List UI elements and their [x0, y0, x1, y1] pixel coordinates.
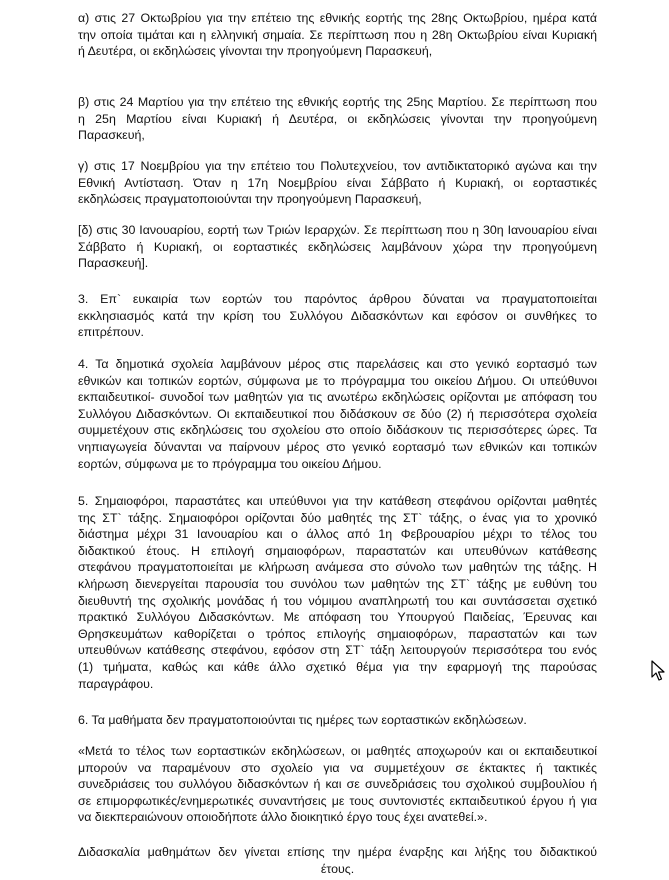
text-line: Θρησκευμάτων καθορίζεται ο τρόπος επιλογής σημαιοφόρων, παραστατών και των [78, 626, 597, 641]
text-line: 3. Επ` ευκαιρία των εορτών του παρόντος άρθρου δύναται να πραγματοποιείται [78, 292, 597, 306]
text-line: 6. Τα μαθήματα δεν πραγματοποιούνται τις ημέρες των εορταστικών εκδηλώσεων. [78, 713, 527, 727]
text-line: Σάββατο ή Κυριακή, οι εορταστικές εκδηλώσεις λαμβάνουν χώρα την προηγούμενη [78, 239, 597, 254]
text-line: της ΣΤ` τάξης. Σημαιοφόροι ορίζονται δύο μαθητές της ΣΤ` τάξης, ο ένας για το χρονικό [78, 510, 597, 525]
text-line: (1) τμήματα, καθώς και κάθε άλλο σχετικό θέμα για την εφαρμογή της παρούσας [78, 659, 597, 674]
text-line: να διεκπεραιώνουν οποιοδήποτε άλλο διοικητικό έργο τους έχει ανατεθεί.». [78, 810, 488, 825]
text-line: Παρασκευή, [78, 128, 145, 143]
text-line: πρακτικό Συλλόγου Διδασκόντων. Με απόφαση του Υπουργού Παιδείας, Έρευνας και [78, 610, 597, 625]
paragraph-4 [78, 356, 597, 472]
mouse-pointer-icon [651, 660, 667, 682]
text-line: β) στις 24 Μαρτίου για την επέτειο της εθνικής εορτής της 25ης Μαρτίου. Σε περίπτωση που [78, 95, 597, 109]
text-line: νηπιαγωγεία δύνανται να παίρνουν μέρος στο γενικό εορτασμό των εθνικών και τοπικών [78, 439, 597, 454]
paragraph-3 [78, 291, 597, 341]
text-line: α) στις 27 Οκτωβρίου για την επέτειο της εθνικής εορτής της 28ης Οκτωβρίου, ημέρα κατά [78, 11, 597, 25]
paragraph-5 [78, 493, 597, 692]
text-line: συμμετέχουν στις εκδηλώσεις του σχολείου στο οποίο διδάσκουν τις περισσότερες ώρες. Τα [78, 423, 597, 438]
text-line: [δ) στις 30 Ιανουαρίου, εορτή των Τριών Ιεραρχών. Σε περίπτωση που η 30η Ιανουαρίου είναι [78, 223, 597, 237]
text-line: Εθνική Αντίσταση. Όταν η 17η Νοεμβρίου είναι Σάββατο ή Κυριακή, οι εορταστικές [78, 175, 597, 190]
text-line: διδακτικού έτους. Η επιλογή σημαιοφόρων, παραστατών και υπευθύνων κατάθεσης [78, 543, 597, 558]
paragraph-d [78, 222, 597, 272]
text-line: εθνικών και τοπικών εορτών, σύμφωνα με το πρόγραμμα του οικείου Δήμου. Οι υπεύθυνοι [78, 373, 597, 388]
text-line: 4. Τα δημοτικά σχολεία λαμβάνουν μέρος στις παρελάσεις και στο γενικό εορτασμό των [78, 357, 597, 371]
paragraph-a [78, 10, 597, 60]
paragraph-closing [78, 844, 597, 877]
text-line: διάστημα μέχρι 31 Ιανουαρίου και ο άλλος από 1η Φεβρουαρίου μέχρι το τέλος του [78, 527, 597, 542]
paragraph-c [78, 158, 597, 208]
text-line: ή Δευτέρα, οι εκδηλώσεις γίνονται την προηγούμενη Παρασκευή, [78, 44, 433, 59]
text-line: διευθυντή της σχολικής μονάδας ή του νόμιμου αναπληρωτή του και συντάσσεται σχετικό [78, 593, 597, 608]
text-line: γ) στις 17 Νοεμβρίου για την επέτειο του Πολυτεχνείου, τον αντιδικτατορικό αγώνα και την [78, 159, 597, 173]
paragraph-quote [78, 743, 597, 826]
text-line: έτους. [320, 861, 355, 876]
text-line: εορτών, σύμφωνα με το πρόγραμμα του οικείου Δήμου. [78, 456, 382, 471]
text-line: παραγράφου. [78, 676, 154, 691]
text-line: εκδηλώσεις πραγματοποιούνται την προηγούμενη Παρασκευή, [78, 192, 422, 207]
text-line: στεφάνου πραγματοποιείται με κλήρωση ανάμεσα στο σύνολο των μαθητών της τάξης. Η [78, 560, 597, 575]
text-line: «Μετά το τέλος των εορταστικών εκδηλώσεων, οι μαθητές αποχωρούν και οι εκπαιδευτικοί [78, 744, 597, 758]
text-line: η 25η Μαρτίου είναι Κυριακή ή Δευτέρα, οι εκδηλώσεις γίνονται την προηγούμενη [78, 111, 597, 126]
paragraph-b [78, 94, 597, 144]
text-line: Διδασκαλία μαθημάτων δεν γίνεται επίσης την ημέρα έναρξης και λήξης του διδακτικού [78, 845, 597, 859]
text-line: εκπαιδευτικοί- συνοδοί των μαθητών για τις ανωτέρω εκδηλώσεις ορίζονται με απόφαση του [78, 390, 597, 405]
text-line: την οποία τιμάται και η ελληνική σημαία. Σε περίπτωση που η 28η Οκτωβρίου είναι Κυριακή [78, 27, 597, 42]
text-line: μπορούν να παραμένουν στο σχολείο για να συμμετέχουν σε έκτακτες ή τακτικές [78, 760, 597, 775]
text-line: επιτρέπουν. [78, 325, 144, 340]
text-line: σε επιμορφωτικές/ενημερωτικές συναντήσεις με τους συντονιστές εκπαιδευτικού έργου ή για [78, 793, 597, 808]
paragraph-6 [78, 712, 597, 729]
text-line: κλήρωση διενεργείται παρουσία του συνόλου των μαθητών της ΣΤ` τάξης με ευθύνη του [78, 576, 597, 591]
text-line: Παρασκευή]. [78, 256, 149, 271]
text-line: 5. Σημαιοφόροι, παραστάτες και υπεύθυνοι για την κατάθεση στεφάνου ορίζονται μαθητές [78, 494, 597, 508]
text-line: Συλλόγου Διδασκόντων. Οι εκπαιδευτικοί που διδάσκουν σε δύο (2) ή περισσότερα σχολεία [78, 406, 597, 421]
text-line: συνεδριάσεις του συλλόγου διδασκόντων ή και σε συνεδριάσεις του σχολικού συμβουλίου ή [78, 777, 597, 792]
text-line: εκκλησιασμός κατά την κρίση του Συλλόγου Διδασκόντων και εφόσον οι συνθήκες το [78, 308, 597, 323]
text-line: υπευθύνων κατάθεσης στεφάνου, εφόσον στη ΣΤ` τάξη λειτουργούν περισσότερα του ενός [78, 643, 597, 658]
